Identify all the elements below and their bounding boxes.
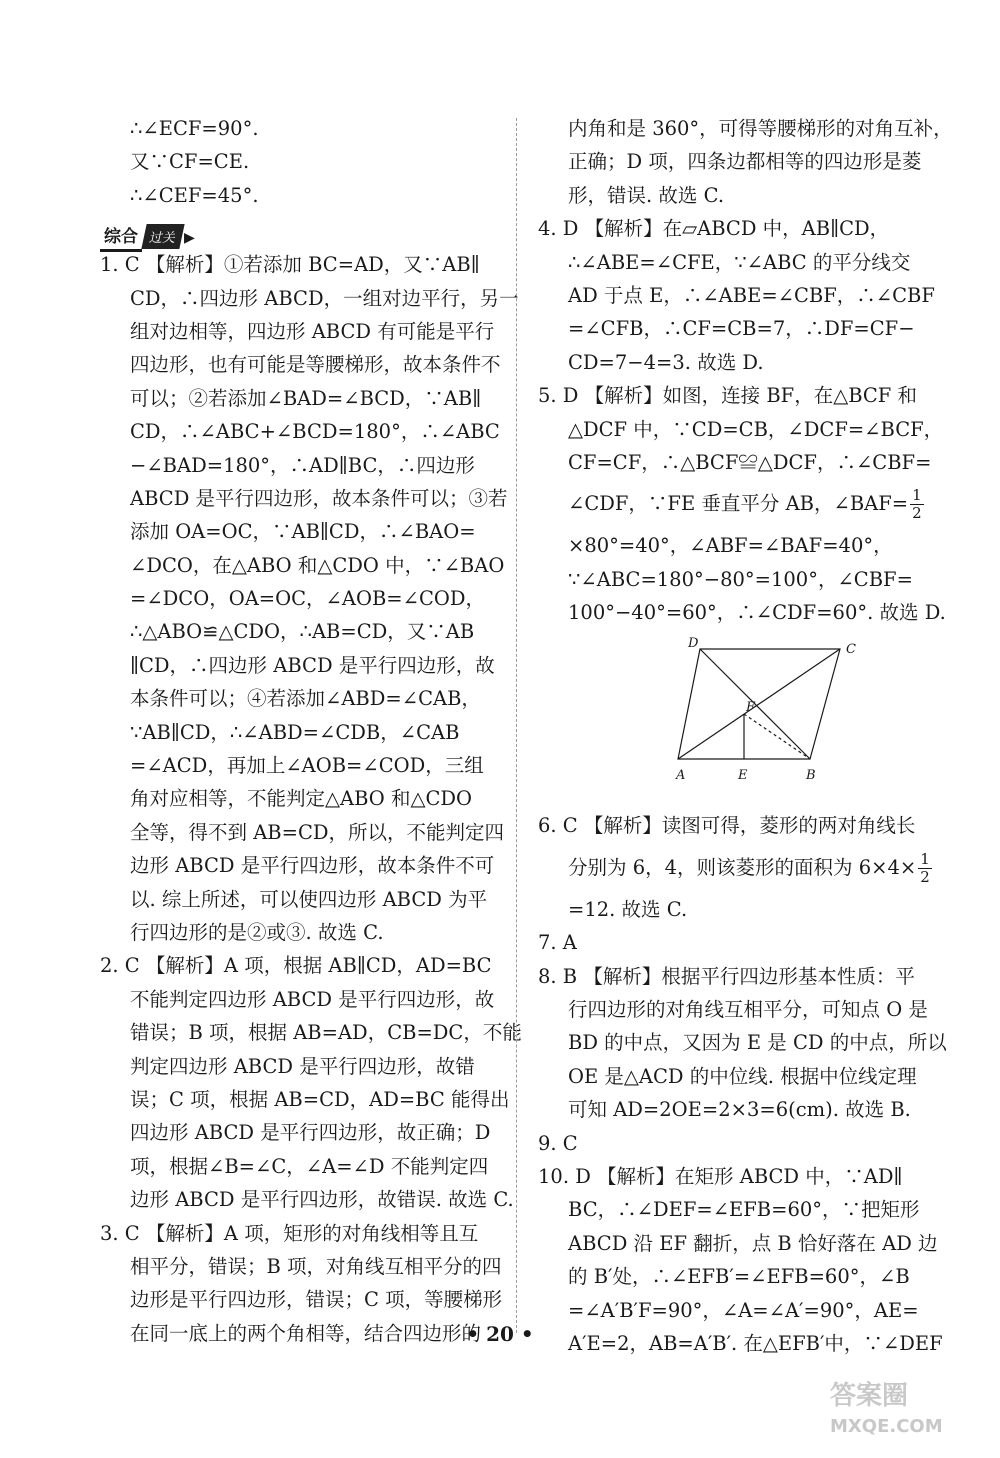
- fraction-numerator: 1: [912, 486, 922, 505]
- text-line: ABCD 是平行四边形，故本条件可以；③若: [130, 486, 508, 510]
- right-column: [538, 112, 953, 1360]
- fraction-half: [910, 487, 924, 522]
- page-number: • 20 •: [466, 1322, 534, 1346]
- text-line: AD 于点 E，∴∠ABE=∠CBF，∴∠CBF: [568, 283, 935, 307]
- text-line: 可知 AD=2OE=2×3=6(cm). 故选 B.: [568, 1098, 911, 1122]
- text-line: 4. D 【解析】在▱ABCD 中，AB∥CD，: [538, 217, 890, 241]
- text-line: 添加 OA=OC，∵AB∥CD，∴∠BAO=: [130, 520, 476, 544]
- text-line: ∥CD，∴四边形 ABCD 是平行四边形，故: [130, 653, 495, 677]
- text-line: =∠ACD，再加上∠AOB=∠COD，三组: [130, 754, 484, 778]
- answer-8: [538, 960, 947, 1127]
- fraction-denominator: 2: [912, 504, 922, 523]
- text-line: 项，根据∠B=∠C，∠A=∠D 不能判定四: [130, 1154, 489, 1178]
- text-line: 3. C 【解析】A 项，矩形的对角线相等且互: [100, 1221, 479, 1245]
- text-line: 边形是平行四边形，错误；C 项，等腰梯形: [130, 1288, 503, 1312]
- text-line: 四边形 ABCD 是平行四边形，故正确；D: [130, 1121, 491, 1145]
- section-banner: [100, 220, 195, 248]
- answer-7: 7. A: [538, 931, 577, 955]
- answer-1: [100, 248, 519, 949]
- diagonal-ac: [678, 649, 840, 759]
- text-line: 2. C 【解析】A 项，根据 AB∥CD，AD=BC: [100, 954, 492, 978]
- text-line: 1. C 【解析】①若添加 BC=AD，又∵AB∥: [100, 253, 480, 277]
- text-line: ∴∠CEF=45°.: [130, 183, 259, 207]
- text-line: 四边形，也有可能是等腰梯形，故本条件不: [130, 353, 501, 377]
- text-line: CD，∴∠ABC+∠BCD=180°，∴∠ABC: [130, 420, 500, 444]
- text-line: CD=7−4=3. 故选 D.: [568, 350, 764, 374]
- fraction-denominator: 2: [920, 867, 930, 886]
- label-b: B: [806, 768, 816, 784]
- arrow-icon: ▶: [184, 230, 195, 247]
- answer-2: [100, 949, 522, 1216]
- watermark-url: MXQE.COM: [830, 1416, 943, 1437]
- text-line: 角对应相等，不能判定△ABO 和△CDO: [130, 787, 472, 811]
- text-line: 全等，得不到 AB=CD，所以，不能判定四: [130, 820, 505, 844]
- text-line: −∠BAD=180°，∴AD∥BC，∴四边形: [130, 453, 475, 477]
- text-line: ABCD 沿 EF 翻折，点 B 恰好落在 AD 边: [568, 1231, 938, 1255]
- text-line: ∴∠ABE=∠CFE，∵∠ABC 的平分线交: [568, 250, 911, 274]
- text-line: 正确；D 项，四条边都相等的四边形是菱: [568, 150, 922, 174]
- banner-label: 综合: [100, 220, 142, 252]
- fraction-numerator: 1: [920, 849, 930, 868]
- text-line: 判定四边形 ABCD 是平行四边形，故错: [130, 1054, 475, 1078]
- column-divider: [516, 118, 517, 1333]
- text-line: 行四边形的是②或③. 故选 C.: [130, 920, 384, 944]
- text-line: 行四边形的对角线互相平分，可知点 O 是: [568, 998, 928, 1022]
- watermark: [830, 1375, 943, 1437]
- text-line: ∵∠ABC=180°−80°=100°，∠CBF=: [568, 567, 913, 591]
- text-line: 以. 综上所述，可以使四边形 ABCD 为平: [130, 887, 488, 911]
- answer-9: 9. C: [538, 1131, 578, 1155]
- fraction-prefix: ∠CDF，∵FE 垂直平分 AB，∠BAF=: [568, 492, 909, 516]
- text-line: 错误；B 项，根据 AB=AD，CB=DC，不能: [130, 1021, 522, 1045]
- answer-5: [538, 379, 946, 809]
- text-line: 10. D 【解析】在矩形 ABCD 中，∵AD∥: [538, 1164, 903, 1188]
- text-line: =∠CFB，∴CF=CB=7，∴DF=CF−: [568, 317, 915, 341]
- text-line: ∴∠ECF=90°.: [130, 117, 259, 140]
- text-line-with-fraction: [538, 479, 938, 529]
- text-line: BC，∴∠DEF=∠EFB=60°，∵把矩形: [568, 1198, 920, 1222]
- text-line: △DCF 中，∵CD=CB，∠DCF=∠BCF，: [568, 417, 944, 441]
- answer-3-continued: [538, 112, 953, 212]
- text-line: OE 是△ACD 的中位线. 根据中位线定理: [568, 1064, 917, 1088]
- text-line: =∠A′B′F=90°，∠A=∠A′=90°，AE=: [568, 1298, 919, 1322]
- text-line: BD 的中点，又因为 E 是 CD 的中点，所以: [568, 1031, 947, 1055]
- text-line: 内角和是 360°，可得等腰梯形的对角互补，: [568, 117, 953, 140]
- fraction-prefix: 分别为 6，4，则该菱形的面积为 6×4×: [568, 855, 917, 879]
- label-e: E: [738, 768, 748, 784]
- text-line: ×80°=40°，∠ABF=∠BAF=40°，: [568, 534, 893, 558]
- text-line: 的 B′处，∴∠EFB′=∠EFB=60°，∠B: [568, 1265, 910, 1289]
- text-line: 误；C 项，根据 AB=CD，AD=BC 能得出: [130, 1087, 510, 1111]
- label-f: F: [746, 700, 756, 716]
- text-line: =∠DCO，OA=OC，∠AOB=∠COD，: [130, 587, 485, 611]
- answer-6: [538, 809, 938, 926]
- text-line: ∴△ABO≌△CDO，∴AB=CD，又∵AB: [130, 620, 475, 644]
- text-line: 100°−40°=60°，∴∠CDF=60°. 故选 D.: [568, 601, 946, 625]
- dashed-bf: [744, 714, 810, 759]
- text-line: 5. D 【解析】如图，连接 BF，在△BCF 和: [538, 384, 918, 408]
- text-line: CD，∴四边形 ABCD，一组对边平行，另一: [130, 286, 519, 310]
- label-c: C: [846, 642, 856, 658]
- text-line: 不能判定四边形 ABCD 是平行四边形，故: [130, 987, 495, 1011]
- label-a: A: [676, 768, 686, 784]
- text-line: 边形 ABCD 是平行四边形，故错误. 故选 C.: [130, 1188, 514, 1212]
- text-line-with-fraction: [538, 843, 938, 893]
- rhombus-figure: [676, 636, 878, 804]
- left-column: [100, 112, 522, 1350]
- banner-tag: 过关: [141, 224, 184, 249]
- text-line: 本条件可以；④若添加∠ABD=∠CAB，: [130, 687, 481, 711]
- fraction-half: [918, 851, 932, 886]
- text-line: A′E=2，AB=A′B′. 在△EFB′中，∵∠DEF: [568, 1331, 943, 1355]
- watermark-title: 答案圈: [830, 1381, 909, 1411]
- text-line: =12. 故选 C.: [568, 897, 688, 921]
- text-line: CF=CF，∴△BCF≌△DCF，∴∠CBF=: [568, 450, 932, 474]
- text-line: 在同一底上的两个角相等，结合四边形的: [130, 1321, 482, 1345]
- text-line: 组对边相等，四边形 ABCD 有可能是平行: [130, 319, 495, 343]
- text-line: 形，错误. 故选 C.: [568, 183, 725, 207]
- text-line: 8. B 【解析】根据平行四边形基本性质：平: [538, 964, 915, 988]
- intro-lines: [100, 112, 500, 212]
- text-line: ∵AB∥CD，∴∠ABD=∠CDB，∠CAB: [130, 720, 460, 744]
- label-d: D: [688, 636, 699, 652]
- answer-4: [538, 212, 938, 379]
- text-line: 又∵CF=CE.: [130, 150, 250, 174]
- text-line: 6. C 【解析】读图可得，菱形的两对角线长: [538, 814, 916, 838]
- text-line: 边形 ABCD 是平行四边形，故本条件不可: [130, 854, 495, 878]
- text-line: ∠DCO，在△ABO 和△CDO 中，∵∠BAO: [130, 553, 505, 577]
- text-line: 可以；②若添加∠BAD=∠BCD，∵AB∥: [130, 386, 482, 410]
- text-line: 相平分，错误；B 项，对角线互相平分的四: [130, 1254, 502, 1278]
